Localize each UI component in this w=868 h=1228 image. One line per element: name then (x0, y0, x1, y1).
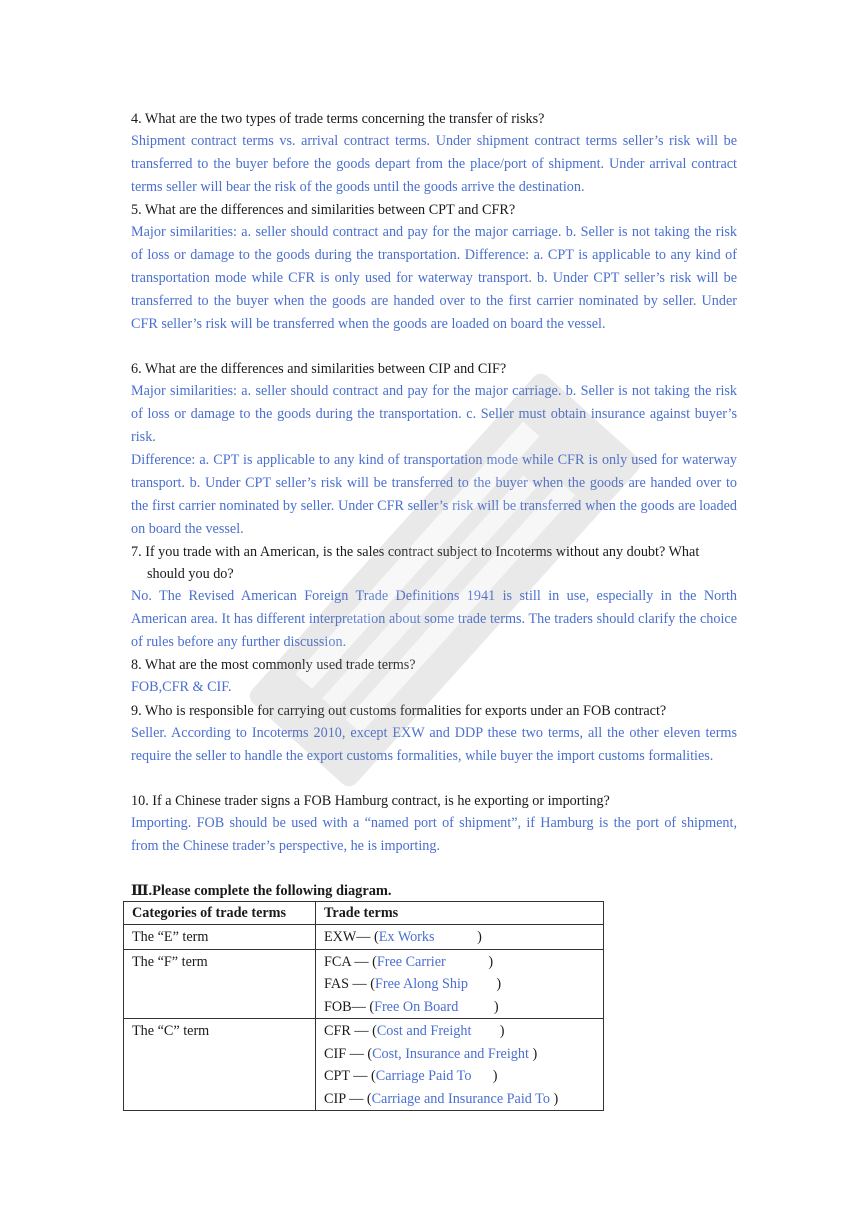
trade-terms-diagram (123, 901, 604, 1111)
term-code: CIP — ( (324, 1090, 372, 1107)
question-block-7 (131, 541, 737, 654)
term-full-name: Free Carrier (376, 953, 446, 970)
terms-cell (316, 949, 604, 1019)
question-text: 8. What are the most commonly used trade terms? (131, 657, 416, 673)
term-full-name: Free Along Ship (374, 976, 468, 992)
answer-text: Shipment contract terms vs. arrival contract terms. Under shipment contract terms seller’s risk will be transferred to the buyer before the goods depart from the place/port of shipment. Under arrival contract terms seller will bear the risk of the goods until the goods arrive the destination. (131, 133, 737, 195)
question-text: 4. What are the two types of trade terms concerning the transfer of risks? (131, 111, 545, 127)
term-full-name: Cost and Freight (376, 1023, 472, 1039)
term-full-name: Ex Works (378, 929, 435, 945)
term-code: CIF — ( (324, 1045, 373, 1062)
category-cell: The “E” term (124, 925, 316, 950)
term-line (324, 1043, 595, 1066)
column-header: Trade terms (316, 902, 604, 925)
term-full-name: Cost, Insurance and Freight (372, 1045, 529, 1062)
terms-cell (316, 925, 604, 950)
term-code: FAS — ( (324, 976, 375, 992)
term-line (324, 996, 595, 1019)
answer-text: No. The Revised American Foreign Trade Definitions 1941 is still in use, especially in the North American area. It has different interpretation about some trade terms. The traders should clarify the choice of rules before any further discussion. (131, 588, 737, 650)
answer-text: FOB,CFR & CIF. (131, 679, 232, 695)
term-close: ) (471, 1068, 498, 1084)
term-code: CFR — ( (324, 1023, 377, 1039)
section-title: Ⅲ.Please complete the following diagram. (131, 883, 392, 899)
question-block-6 (131, 358, 737, 541)
term-code: CPT — ( (324, 1068, 376, 1084)
term-close: ) (471, 1023, 505, 1039)
question-text: 9. Who is responsible for carrying out customs formalities for exports under an FOB contract? (131, 703, 667, 719)
term-code: FOB— ( (324, 998, 375, 1015)
category-cell: The “C” term (124, 1019, 316, 1111)
table-row (124, 949, 604, 1019)
term-close: ) (458, 998, 499, 1015)
term-code: FCA — ( (324, 953, 377, 970)
term-close: ) (528, 1045, 538, 1062)
question-block-8 (131, 654, 737, 699)
question-text: 6. What are the differences and similarities between CIP and CIF? (131, 361, 507, 377)
question-text: 10. If a Chinese trader signs a FOB Hamburg contract, is he exporting or importing? (131, 793, 610, 809)
question-block-9 (131, 700, 737, 768)
term-full-name: Carriage Paid To (375, 1068, 472, 1084)
term-code: EXW— ( (324, 929, 379, 945)
term-full-name: Free On Board (374, 998, 459, 1015)
column-header: Categories of trade terms (124, 902, 316, 925)
question-text: 7. If you trade with an American, is the sales contract subject to Incoterms without any doubt? What should you do? (131, 544, 700, 582)
question-block-10 (131, 790, 737, 858)
term-close: ) (445, 953, 494, 970)
term-line (324, 951, 595, 974)
term-line (324, 926, 595, 949)
answer-text: Seller. According to Incoterms 2010, except EXW and DDP these two terms, all the other eleven terms require the seller to handle the export customs formalities, while buyer the import customs formalities. (131, 725, 737, 764)
question-text: 5. What are the differences and similarities between CPT and CFR? (131, 202, 516, 218)
term-close: ) (468, 976, 502, 992)
answer-text: Major similarities: a. seller should contract and pay for the major carriage. b. Seller is not taking the risk of loss or damage to the goods during the transportation. Difference: a. CPT is applicable to any kind of transportation mode while CFR is only used for waterway transport. b. Under CPT seller’s risk will be transferred to the buyer when the goods are handed over to the first carrier nominated by seller. Under CFR seller’s risk will be transferred when the goods are loaded on board the vessel. (131, 224, 737, 332)
answer-text: Importing. FOB should be used with a “named port of shipment”, if Hamburg is the port of shipment, from the Chinese trader’s perspective, he is importing. (131, 815, 737, 854)
term-close: ) (549, 1090, 559, 1107)
term-line (324, 1088, 595, 1111)
answer-text: Major similarities: a. seller should contract and pay for the major carriage. b. Seller is not taking the risk of loss or damage to the goods during the transportation. c. Seller must obtain insurance against buyer’s risk. (131, 383, 737, 445)
table-row (124, 925, 604, 950)
category-cell: The “F” term (124, 949, 316, 1019)
term-close: ) (434, 929, 482, 945)
table-row (124, 1019, 604, 1111)
term-line (324, 1020, 595, 1043)
table-header-row (124, 902, 604, 925)
answer-text: Difference: a. CPT is applicable to any kind of transportation mode while CFR is only used for waterway transport. b. Under CPT seller’s risk will be transferred to the buyer when the goods are handed over to the first carrier nominated by seller. Under CFR seller’s risk will be transferred when the goods are loaded on board the vessel. (131, 452, 737, 537)
terms-cell (316, 1019, 604, 1111)
question-block-5 (131, 199, 737, 336)
term-line (324, 973, 595, 996)
term-line (324, 1065, 595, 1088)
term-full-name: Carriage and Insurance Paid To (371, 1090, 550, 1107)
question-block-4 (131, 108, 737, 199)
